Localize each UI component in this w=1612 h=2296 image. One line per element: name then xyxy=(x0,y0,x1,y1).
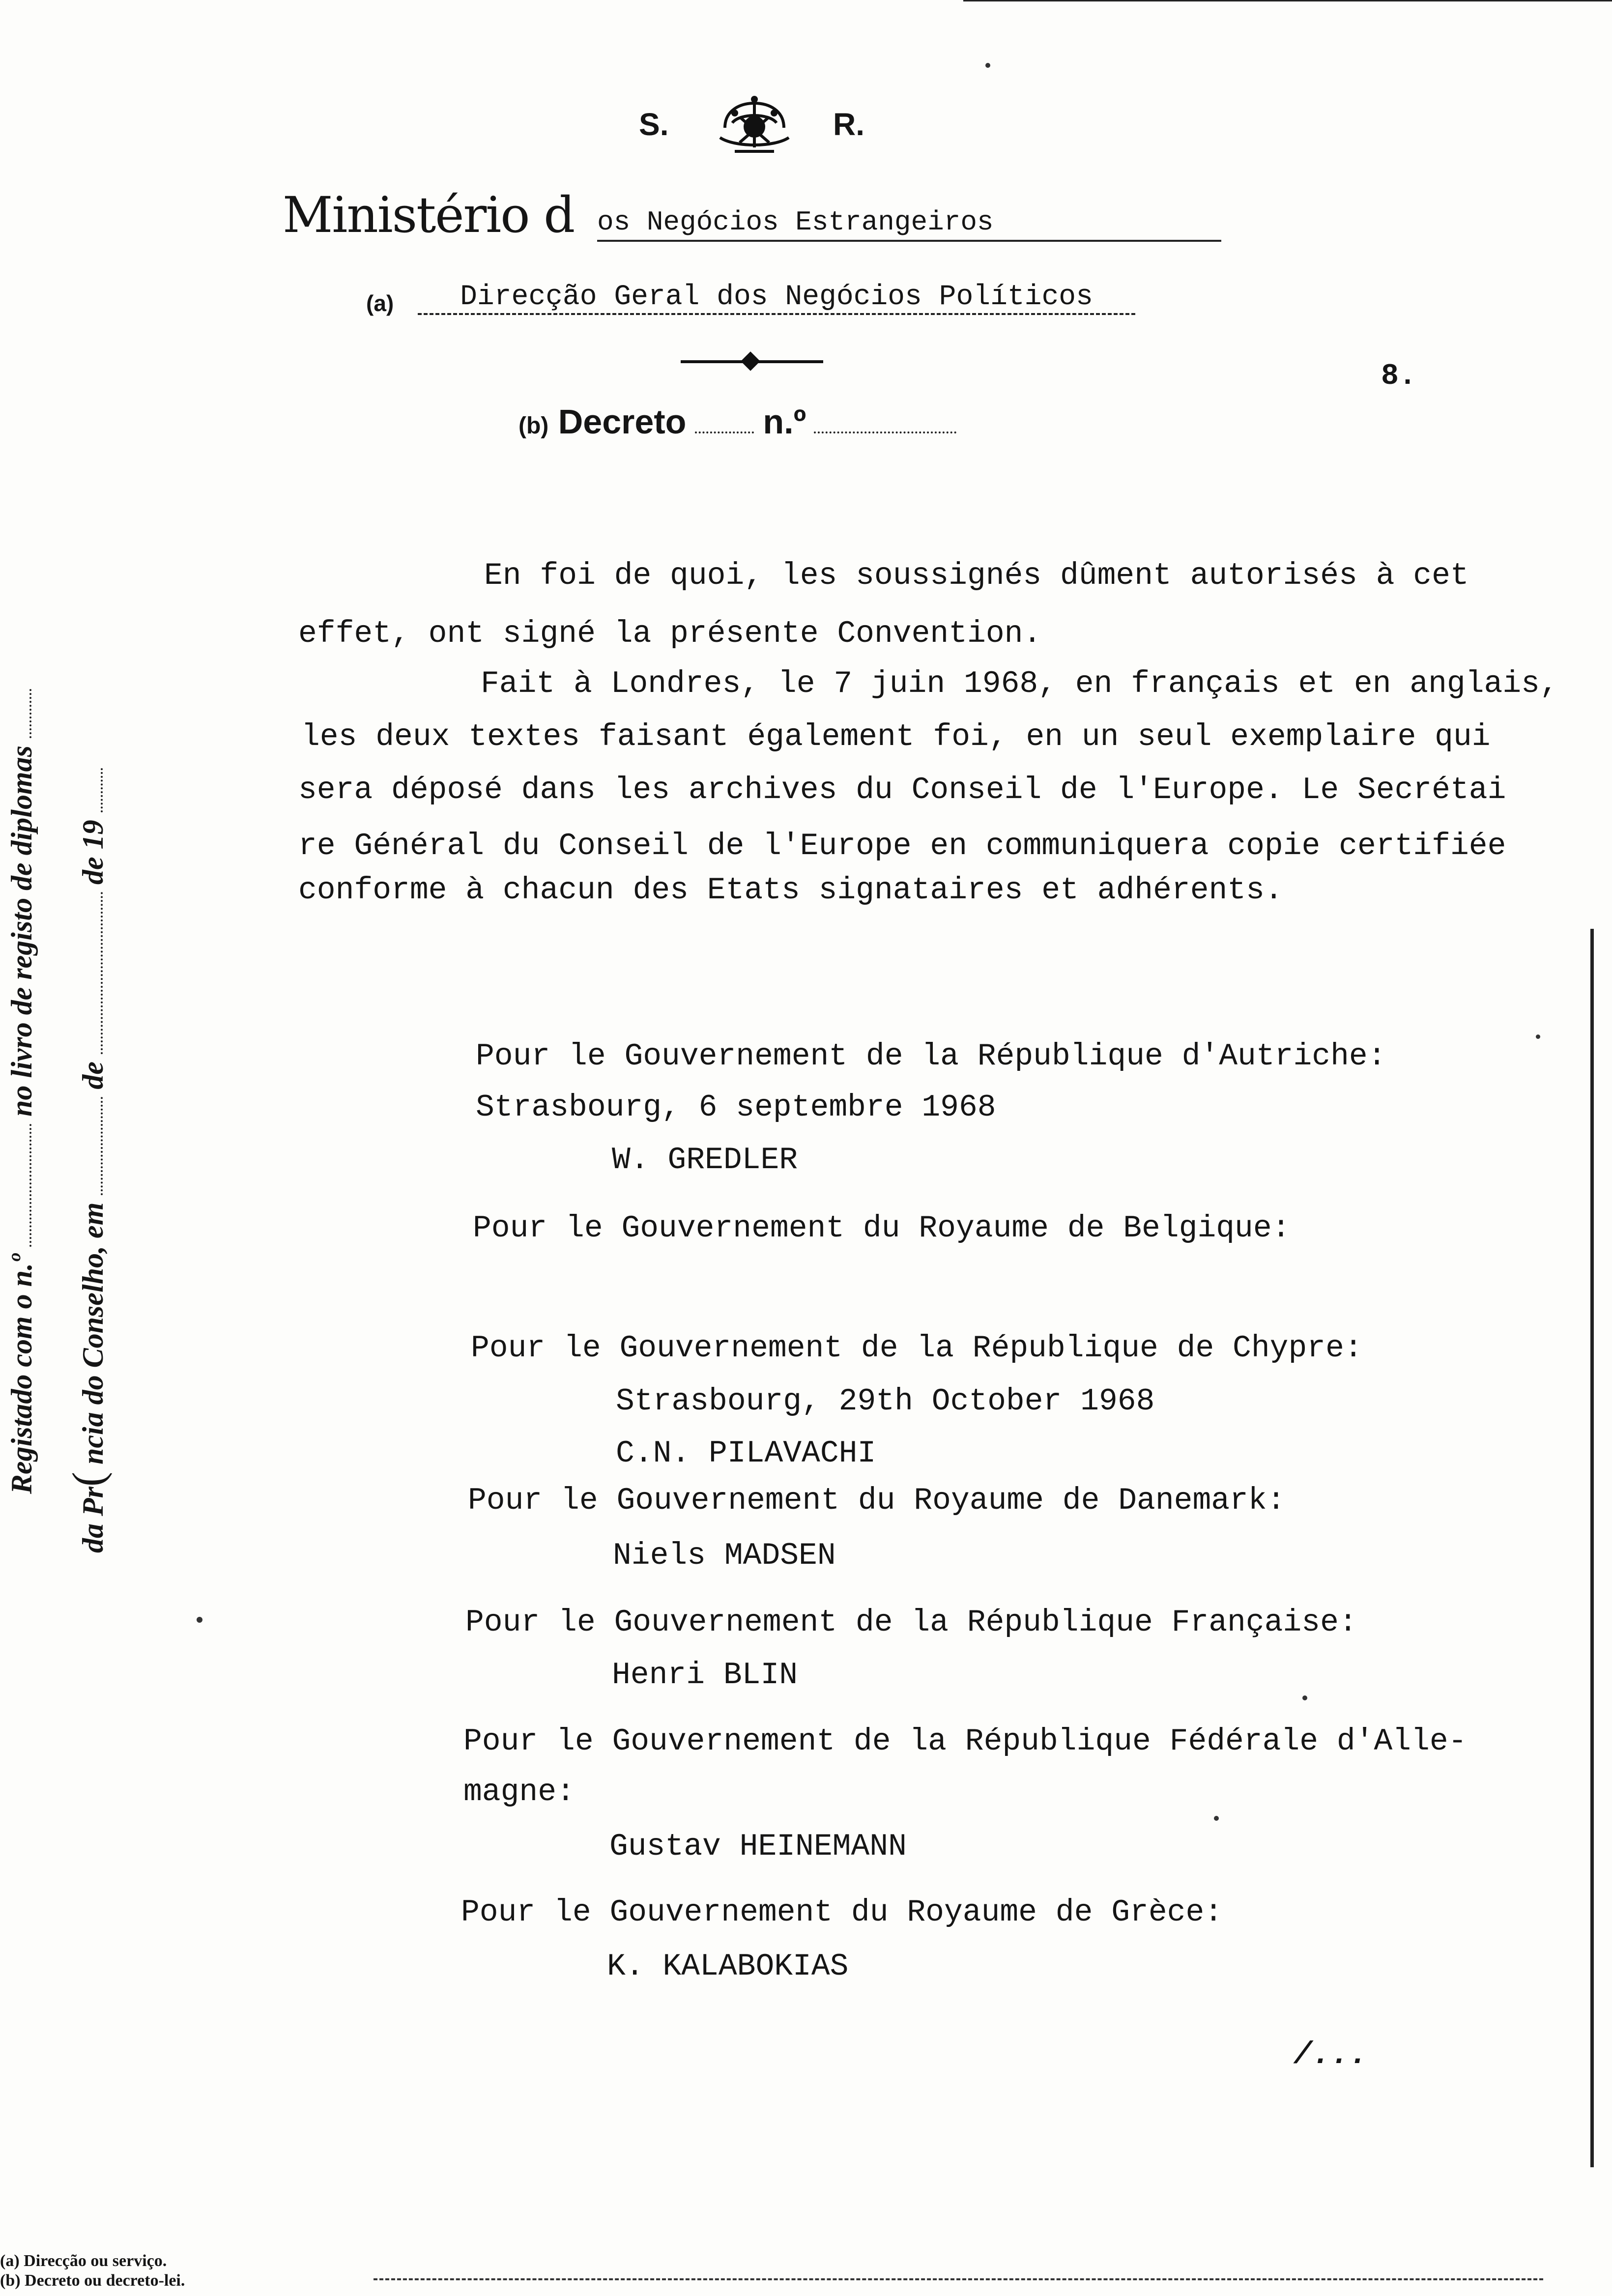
body-line: les deux textes faisant également foi, en un seul exemplaire qui xyxy=(301,719,1491,754)
register-date-blank xyxy=(101,1097,103,1195)
ministry-name-field: os Negócios Estrangeiros xyxy=(597,206,1221,242)
register-note-line2 xyxy=(63,619,114,1553)
signatory-name: W. GREDLER xyxy=(612,1143,798,1177)
register-note-text: de xyxy=(77,1061,109,1090)
signatory-heading: Pour le Gouvernement de la République Française: xyxy=(465,1605,1357,1640)
decree-label: Decreto xyxy=(558,402,687,441)
scan-speck xyxy=(1214,1816,1219,1821)
direction-field: Direcção Geral dos Negócios Políticos xyxy=(418,281,1135,315)
scan-speck xyxy=(1302,1695,1307,1700)
signatory-name: Niels MADSEN xyxy=(613,1538,836,1573)
register-number-blank xyxy=(29,1124,31,1247)
footnote-a: (a) Direcção ou serviço. xyxy=(0,2252,167,2270)
footer-dashed-rule xyxy=(374,2278,1543,2280)
signatory-heading: Pour le Gouvernement de la République d'Autriche: xyxy=(476,1039,1386,1074)
register-note-line1 xyxy=(5,560,39,1494)
signatory-heading: Pour le Gouvernement du Royaume de Belgique: xyxy=(473,1211,1291,1246)
body-line: sera déposé dans les archives du Conseil de l'Europe. Le Secrétai xyxy=(298,773,1506,807)
signatory-place-date: Strasbourg, 6 septembre 1968 xyxy=(476,1090,996,1125)
signatory-heading: Pour le Gouvernement du Royaume de Grèce: xyxy=(461,1895,1223,1930)
signatory-name: C.N. PILAVACHI xyxy=(616,1436,876,1471)
direction-label: (a) xyxy=(366,290,394,316)
decree-line xyxy=(518,402,956,441)
decree-marker: (b) xyxy=(518,413,549,439)
decree-number-label: n.º xyxy=(763,402,806,441)
register-month-blank xyxy=(101,892,103,1054)
top-edge-rule xyxy=(963,0,1612,1)
register-note-text: no livro de registo de diplomas xyxy=(5,746,38,1117)
signatory-heading: Pour le Gouvernement du Royaume de Danemark: xyxy=(468,1483,1286,1518)
register-note-text: Registado com o n.º xyxy=(5,1254,38,1494)
register-tail-blank xyxy=(29,689,31,738)
page-number: 8. xyxy=(1381,360,1417,393)
body-line: re Général du Conseil de l'Europe en communiquera copie certifiée xyxy=(298,829,1506,863)
register-note-text: ncia do Conselho, em xyxy=(77,1202,109,1465)
coat-of-arms-icon xyxy=(705,93,804,162)
scan-speck xyxy=(985,63,990,68)
ministry-title: Ministério d xyxy=(283,186,575,244)
register-note-text: de 19 xyxy=(77,820,109,885)
body-line: Fait à Londres, le 7 juin 1968, en français et en anglais, xyxy=(481,666,1558,701)
signatory-heading: Pour le Gouvernement de la République Fédérale d'Alle- xyxy=(463,1724,1467,1759)
ornament-diamond-icon xyxy=(741,351,760,371)
footnote-b: (b) Decreto ou decreto-lei. xyxy=(0,2271,185,2290)
body-line: conforme à chacun des Etats signataires et adhérents. xyxy=(298,873,1283,908)
republic-emblem-header xyxy=(639,93,894,162)
register-bracket: ( xyxy=(64,1472,113,1487)
decree-number-field xyxy=(814,431,956,433)
right-edge-bar xyxy=(1590,929,1594,2167)
register-year-blank xyxy=(101,768,103,812)
signatory-name: Gustav HEINEMANN xyxy=(609,1829,907,1864)
signatory-heading: Pour le Gouvernement de la République de Chypre: xyxy=(471,1331,1363,1366)
decree-blank-field xyxy=(695,431,754,433)
signatory-place-date: Strasbourg, 29th October 1968 xyxy=(616,1384,1155,1419)
body-line: En foi de quoi, les soussignés dûment autorisés à cet xyxy=(484,558,1469,593)
header-letter-r: R. xyxy=(833,107,864,142)
body-line: effet, ont signé la présente Convention. xyxy=(298,616,1042,651)
scan-speck xyxy=(1536,1034,1540,1039)
signatory-name: Henri BLIN xyxy=(612,1658,798,1693)
continuation-mark: /... xyxy=(1294,2038,1368,2072)
scan-speck xyxy=(197,1617,202,1623)
register-note-text: da Pr xyxy=(77,1487,109,1553)
header-letter-s: S. xyxy=(639,107,669,142)
signatory-heading-continued: magne: xyxy=(463,1775,575,1809)
signatory-name: K. KALABOKIAS xyxy=(607,1949,849,1984)
